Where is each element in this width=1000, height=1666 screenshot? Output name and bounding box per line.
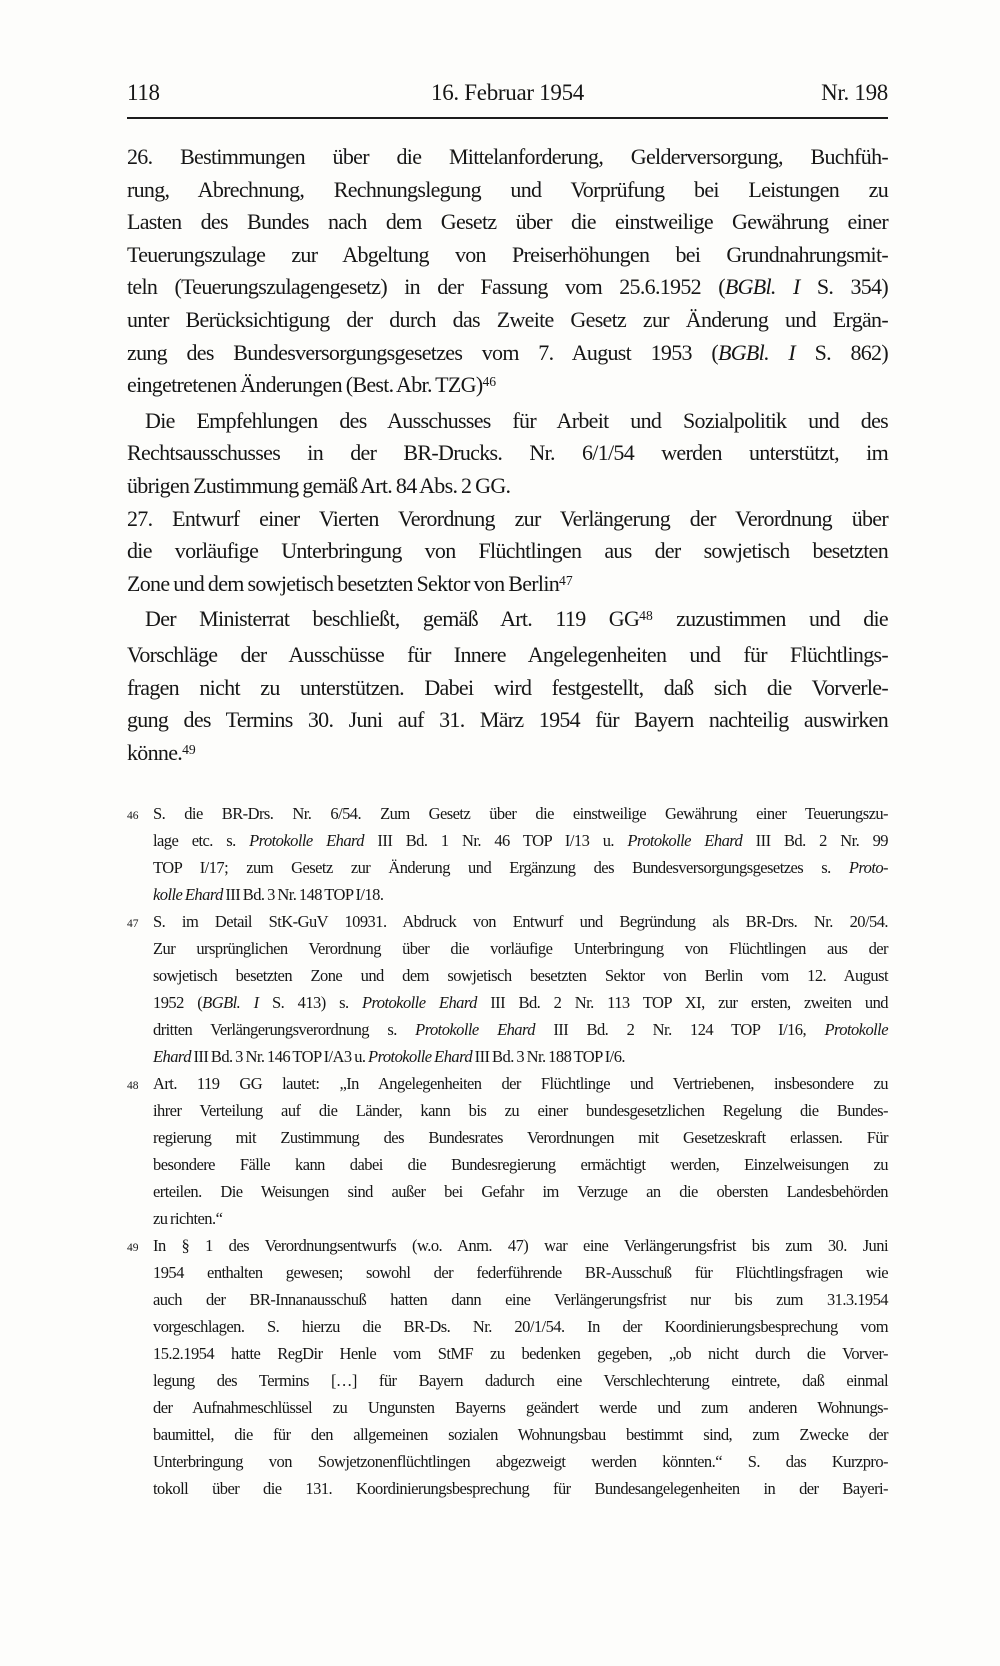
text-segment: die vorläufige Unterbringung von Flüchtlingen aus der sowjetisch besetzten [127, 538, 888, 564]
footnote-ref: 48 [639, 608, 653, 624]
text-segment: 26. Bestimmungen über die Mittelanforderung, Gelderversorgung, Buchfüh- [127, 144, 888, 169]
text-segment: 1952 ( [153, 993, 203, 1012]
text-segment: rung, Abrechnung, Rechnungslegung und Vorprüfung bei Leistungen zu [127, 176, 888, 202]
text-segment: regierung mit Zustimmung des Bundesrates Verordnungen mit Gesetzeskraft erlassen. Für [153, 1128, 888, 1147]
text-segment: zuzustimmen und die [652, 606, 888, 632]
text-segment: S. 354) [799, 274, 888, 300]
footnote [127, 1232, 888, 1502]
text-segment: BGBl. I [202, 993, 259, 1012]
text-line [127, 239, 888, 272]
header-date: 16. Februar 1954 [431, 80, 584, 105]
text-segment: Protokolle Ehard [368, 1047, 473, 1066]
text-line [153, 1043, 888, 1070]
page-header [127, 80, 888, 108]
text-line [127, 672, 888, 705]
text-segment: Protokolle [824, 1020, 888, 1039]
text-line [127, 704, 888, 737]
text-segment: BGBl. I [718, 339, 796, 365]
text-segment: besondere Fälle kann dabei die Bundesregierung ermächtigt werden, Einzelweisungen zu [153, 1155, 888, 1174]
text-line [153, 1475, 888, 1502]
text-line [153, 881, 888, 908]
footnotes-section [127, 800, 888, 1502]
text-segment: Vorschläge der Ausschüsse für Innere Angelegenheiten und für Flüchtlings- [127, 641, 888, 667]
body-text [127, 141, 888, 772]
text-segment: III Bd. 3 Nr. 188 TOP I/6. [472, 1047, 625, 1066]
text-line [127, 603, 888, 639]
text-segment: III Bd. 2 Nr. 124 TOP I/16, [534, 1020, 825, 1039]
text-segment: Ehard [153, 1047, 191, 1066]
text-line [153, 1286, 888, 1313]
text-line [127, 470, 888, 503]
text-line [153, 1070, 888, 1097]
body-paragraph [127, 405, 888, 503]
text-segment: dritten Verlängerungsverordnung s. [153, 1020, 416, 1039]
text-segment: unter Berücksichtigung der durch das Zweite Gesetz zur Änderung und Ergän- [127, 306, 888, 332]
text-line [153, 827, 888, 854]
header-rule [127, 117, 888, 119]
footnote-marker: 49 [127, 1242, 139, 1254]
text-segment: 1954 enthalten gewesen; sowohl der federführende BR-Ausschuß für Flüchtlingsfragen wie [153, 1263, 888, 1282]
text-segment: könne. [127, 739, 183, 765]
text-line [153, 1367, 888, 1394]
footnote [127, 908, 888, 1070]
text-segment: Unterbringung von Sowjetzonenflüchtlingen abgezweigt werden könnten.“ S. das Kurzpro- [153, 1452, 888, 1471]
text-line [153, 800, 888, 827]
text-segment: übrigen Zustimmung gemäß Art. 84 Abs. 2 GG. [127, 472, 511, 498]
footnote-marker: 48 [127, 1080, 139, 1092]
text-line [153, 854, 888, 881]
text-line [153, 1205, 888, 1232]
text-segment: Lasten des Bundes nach dem Gesetz über die einstweilige Gewährung einer [127, 209, 888, 235]
text-line [153, 1151, 888, 1178]
text-line [153, 1448, 888, 1475]
text-line [127, 369, 888, 405]
footnote-ref: 47 [559, 572, 573, 588]
text-line [127, 174, 888, 207]
text-segment: Protokolle Ehard [415, 1020, 535, 1039]
text-segment: gung des Termins 30. Juni auf 31. März 1954 für Bayern nachteilig auswirken [127, 707, 888, 733]
text-line [127, 639, 888, 672]
text-segment: III Bd. 1 Nr. 46 TOP I/13 u. [364, 831, 628, 850]
text-segment: der Aufnahmeschlüssel zu Ungunsten Bayerns geändert werde und zum anderen Wohnungs- [153, 1398, 888, 1417]
text-line [153, 1394, 888, 1421]
text-line [153, 962, 888, 989]
text-segment: S. die BR-Drs. Nr. 6/54. Zum Gesetz über die einstweilige Gewährung einer Teuerungszu- [153, 804, 888, 823]
text-segment: Art. 119 GG lautet: „In Angelegenheiten der Flüchtlinge und Vertriebenen, insbesondere zu [153, 1074, 888, 1093]
text-segment: Protokolle Ehard [627, 831, 743, 850]
body-paragraph [127, 141, 888, 405]
text-segment: III Bd. 3 Nr. 146 TOP I/A3 u. [190, 1047, 369, 1066]
text-line [153, 1097, 888, 1124]
text-segment: Rechtsausschusses in der BR-Drucks. Nr. 6/1/54 werden unterstützt, im [127, 440, 888, 466]
text-segment: In § 1 des Verordnungsentwurfs (w.o. Anm. 47) war eine Verlängerungsfrist bis zum 30. Juni [153, 1236, 888, 1255]
text-segment: Die Empfehlungen des Ausschusses für Arbeit und Sozialpolitik und des [145, 407, 888, 433]
text-line [153, 989, 888, 1016]
text-segment: tokoll über die 131. Koordinierungsbesprechung für Bundesangelegenheiten in der Bayeri- [153, 1479, 888, 1498]
text-line [127, 503, 888, 536]
text-line [153, 1124, 888, 1151]
text-segment: Zur ursprünglichen Verordnung über die vorläufige Unterbringung von Flüchtlingen aus der [153, 939, 888, 958]
text-line [127, 337, 888, 370]
footnote-marker: 47 [127, 918, 139, 930]
text-segment: fragen nicht zu unterstützen. Dabei wird festgestellt, daß sich die Vorverle- [127, 674, 888, 700]
text-line [127, 568, 888, 604]
text-segment: Proto- [848, 858, 888, 877]
text-line [153, 1016, 888, 1043]
body-paragraph [127, 603, 888, 772]
body-paragraph [127, 503, 888, 604]
text-line [127, 304, 888, 337]
text-segment: lage etc. s. [153, 831, 250, 850]
text-segment: ihrer Verteilung auf die Länder, kann bis zu einer bundesgesetzlichen Regelung die Bundes- [153, 1101, 888, 1120]
text-line [127, 405, 888, 438]
text-line [153, 1232, 888, 1259]
text-segment: eingetretenen Änderungen (Best. Abr. TZG) [127, 372, 483, 398]
text-segment: baumittel, die für den allgemeinen sozialen Wohnungsbau bestimmt sind, zum Zwecke der [153, 1425, 888, 1444]
text-segment: kolle Ehard [153, 885, 223, 904]
footnote-marker: 46 [127, 810, 139, 822]
text-segment: vorgeschlagen. S. hierzu die BR-Ds. Nr. 20/1/54. In der Koordinierungsbesprechung vom [153, 1317, 888, 1336]
text-segment: sowjetisch besetzten Zone und dem sowjetisch besetzten Sektor von Berlin vom 12. August [153, 966, 888, 985]
text-line [127, 535, 888, 568]
text-segment: legung des Termins […] für Bayern dadurch eine Verschlechterung eintrete, daß einmal [153, 1371, 888, 1390]
text-line [127, 141, 888, 174]
text-line [127, 206, 888, 239]
issue-number: Nr. 198 [821, 80, 888, 105]
text-segment: zung des Bundesversorgungsgesetzes vom 7. August 1953 ( [127, 339, 718, 365]
text-segment: III Bd. 2 Nr. 113 TOP XI, zur ersten, zweiten und [476, 993, 888, 1012]
footnote-ref: 46 [482, 374, 497, 390]
text-segment: Protokolle Ehard [249, 831, 365, 850]
footnote-ref: 49 [182, 741, 196, 757]
text-segment: S. im Detail StK-GuV 10931. Abdruck von Entwurf und Begründung als BR-Drs. Nr. 20/54. [153, 912, 888, 931]
text-segment: erteilen. Die Weisungen sind außer bei Gefahr im Verzuge an die obersten Landesbehörden [153, 1182, 888, 1201]
text-line [153, 908, 888, 935]
text-line [153, 1313, 888, 1340]
text-segment: Protokolle Ehard [361, 993, 477, 1012]
text-segment: teln (Teuerungszulagengesetz) in der Fassung vom 25.6.1952 ( [127, 274, 725, 300]
text-segment: III Bd. 2 Nr. 99 [742, 831, 889, 850]
text-line [127, 437, 888, 470]
text-line [153, 1178, 888, 1205]
text-segment: zu richten.“ [153, 1209, 223, 1228]
text-segment: S. 862) [795, 339, 888, 365]
page-number: 118 [127, 80, 160, 105]
text-line [153, 1340, 888, 1367]
text-segment: auch der BR-Innanausschuß hatten dann eine Verlängerungsfrist nur bis zum 31.3.1954 [153, 1290, 888, 1309]
text-segment: Teuerungszulage zur Abgeltung von Preiserhöhungen bei Grundnahrungsmit- [127, 241, 888, 267]
text-segment: S. 413) s. [258, 993, 362, 1012]
footnote [127, 1070, 888, 1232]
text-segment: TOP I/17; zum Gesetz zur Änderung und Ergänzung des Bundesversorgungsgesetzes s. [153, 858, 849, 877]
text-line [153, 1259, 888, 1286]
text-segment: 27. Entwurf einer Vierten Verordnung zur Verlängerung der Verordnung über [127, 505, 888, 531]
text-segment: 15.2.1954 hatte RegDir Henle vom StMF zu bedenken gegeben, „ob nicht durch die Vorver- [153, 1344, 888, 1363]
text-segment: BGBl. I [724, 274, 800, 300]
text-line [127, 737, 888, 773]
text-segment: III Bd. 3 Nr. 148 TOP I/18. [222, 885, 384, 904]
text-line [127, 271, 888, 304]
text-segment: Zone und dem sowjetisch besetzten Sektor von Berlin [127, 570, 560, 596]
text-line [153, 935, 888, 962]
text-line [153, 1421, 888, 1448]
footnote [127, 800, 888, 908]
text-segment: Der Ministerrat beschließt, gemäß Art. 119 GG [145, 606, 640, 632]
